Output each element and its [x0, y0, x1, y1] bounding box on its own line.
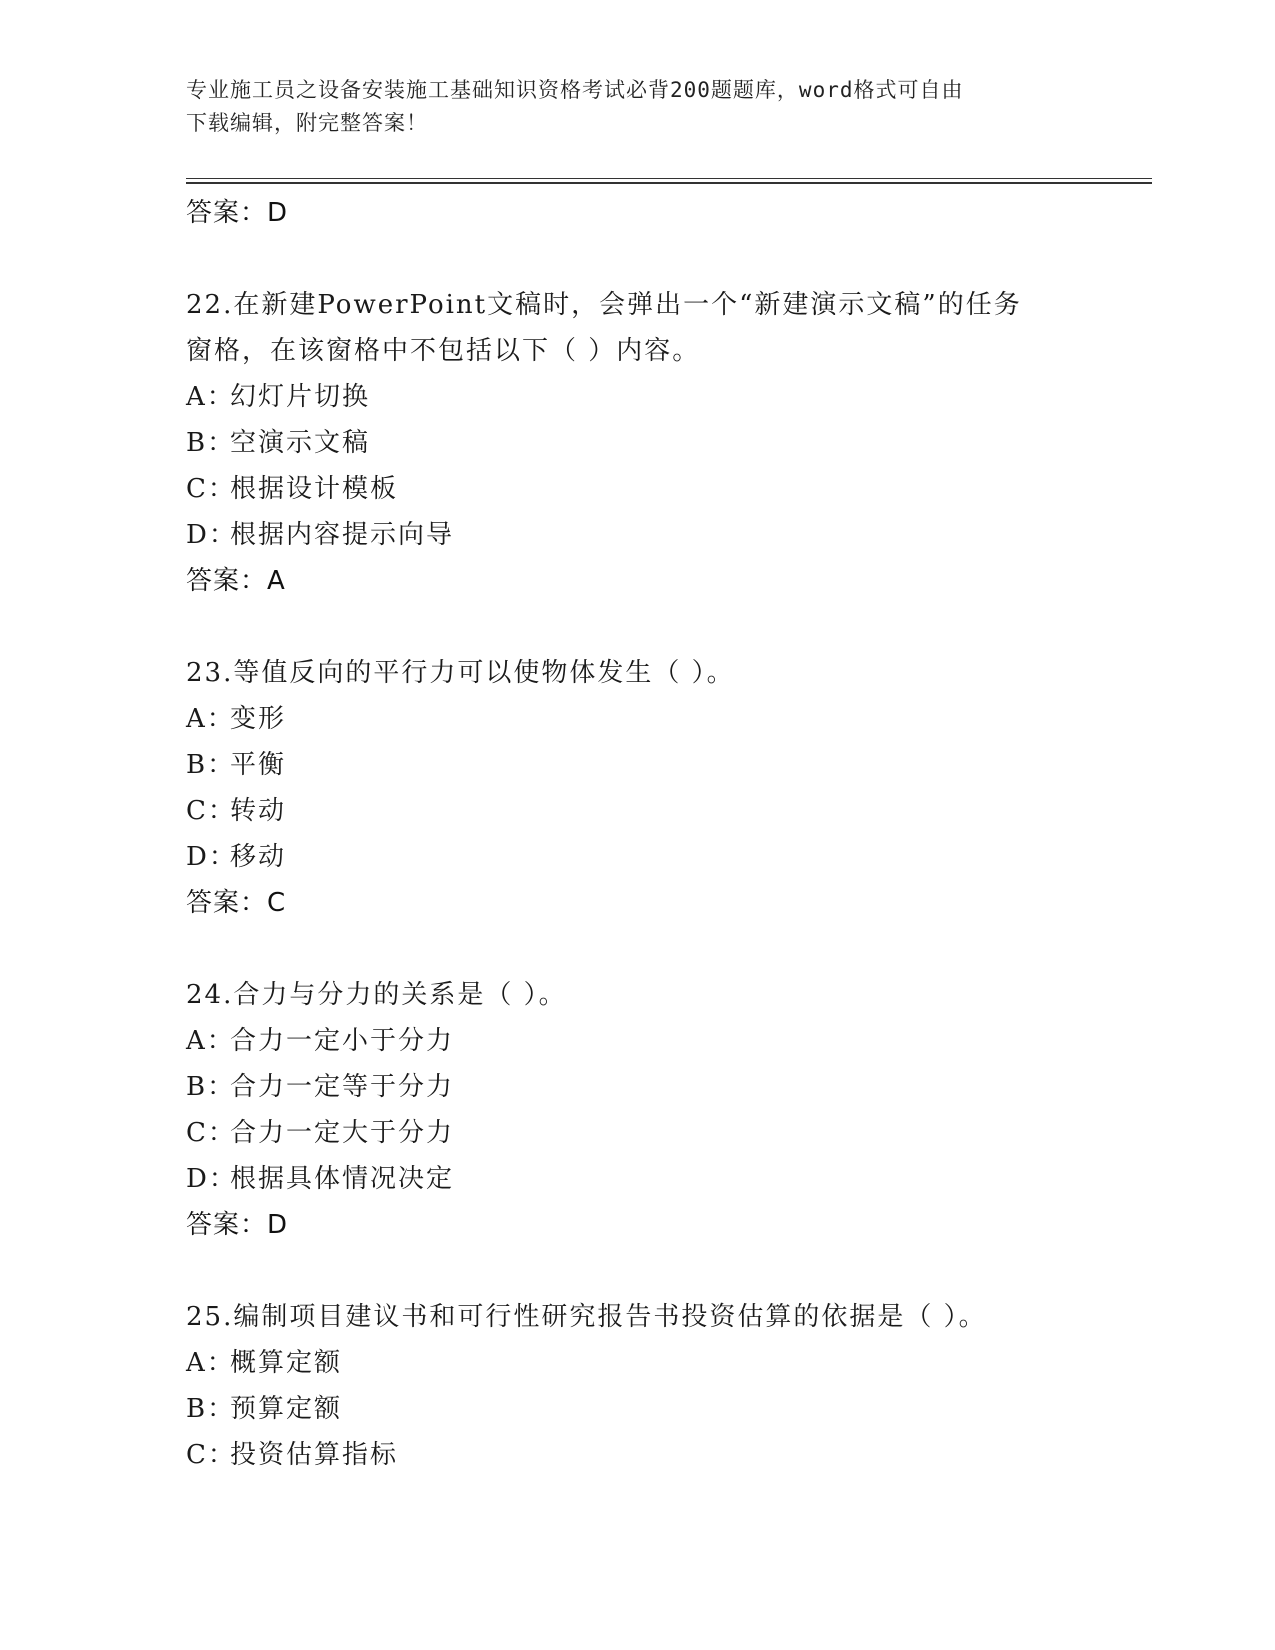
option-text: 合力一定小于分力 — [230, 1026, 455, 1056]
option-key: A： — [186, 704, 235, 734]
option-key: B： — [186, 1394, 236, 1424]
option-item — [186, 1386, 1086, 1432]
option-key: A： — [186, 1026, 235, 1056]
question-spacer — [186, 604, 1086, 650]
question-spacer — [186, 926, 1086, 972]
question-block — [186, 650, 1086, 926]
question-text: 23.等值反向的平行力可以使物体发生（ ）。 — [186, 658, 735, 688]
option-item — [186, 742, 1086, 788]
option-text: 转动 — [230, 796, 287, 826]
question-block — [186, 282, 1086, 604]
header-divider-double — [186, 182, 1152, 184]
option-key: A： — [186, 382, 235, 412]
option-key: C： — [186, 796, 236, 826]
option-key: D： — [186, 1164, 237, 1194]
answer-line: 答案：C — [186, 888, 287, 918]
option-key: B： — [186, 1072, 236, 1102]
option-text: 根据设计模板 — [230, 474, 399, 504]
question-spacer — [186, 1248, 1086, 1294]
option-text: 预算定额 — [230, 1394, 343, 1424]
option-text: 根据内容提示向导 — [230, 520, 455, 550]
option-item — [186, 420, 1086, 466]
option-item — [186, 834, 1086, 880]
option-key: C： — [186, 1440, 236, 1470]
option-key: D： — [186, 842, 237, 872]
option-key: B： — [186, 750, 236, 780]
option-text: 幻灯片切换 — [230, 382, 371, 412]
option-item — [186, 788, 1086, 834]
option-text: 平衡 — [230, 750, 287, 780]
option-key: B： — [186, 428, 236, 458]
question-block — [186, 972, 1086, 1248]
option-item — [186, 1110, 1086, 1156]
option-key: C： — [186, 474, 236, 504]
question-list — [186, 190, 1086, 1478]
question-block — [186, 1294, 1086, 1478]
header-line-1: 专业施工员之设备安装施工基础知识资格考试必背200题题库，word格式可自由 — [186, 78, 964, 102]
document-header — [186, 74, 1066, 140]
option-item — [186, 1340, 1086, 1386]
question-spacer — [186, 236, 1086, 282]
option-key: A： — [186, 1348, 235, 1378]
option-text: 概算定额 — [230, 1348, 343, 1378]
answer-line: 答案：A — [186, 566, 286, 596]
question-text: 25.编制项目建议书和可行性研究报告书投资估算的依据是（ ）。 — [186, 1302, 987, 1332]
option-item — [186, 374, 1086, 420]
question-text: 22.在新建PowerPoint文稿时，会弹出一个“新建演示文稿”的任务 — [186, 290, 1022, 320]
option-item — [186, 512, 1086, 558]
answer-line: 答案：D — [186, 1210, 289, 1240]
option-item — [186, 1064, 1086, 1110]
option-item — [186, 696, 1086, 742]
option-text: 移动 — [230, 842, 287, 872]
option-text: 合力一定等于分力 — [230, 1072, 455, 1102]
question-text: 窗格，在该窗格中不包括以下（ ）内容。 — [186, 336, 701, 366]
option-key: D： — [186, 520, 237, 550]
option-item — [186, 466, 1086, 512]
option-item — [186, 1156, 1086, 1202]
answer-line: 答案：D — [186, 198, 289, 228]
header-line-2: 下载编辑，附完整答案！ — [186, 111, 428, 135]
option-text: 空演示文稿 — [230, 428, 371, 458]
header-divider — [186, 178, 1152, 179]
option-item — [186, 1432, 1086, 1478]
question-text: 24.合力与分力的关系是（ ）。 — [186, 980, 567, 1010]
option-text: 变形 — [230, 704, 287, 734]
option-item — [186, 1018, 1086, 1064]
option-key: C： — [186, 1118, 236, 1148]
option-text: 投资估算指标 — [230, 1440, 399, 1470]
option-text: 根据具体情况决定 — [230, 1164, 455, 1194]
option-text: 合力一定大于分力 — [230, 1118, 455, 1148]
